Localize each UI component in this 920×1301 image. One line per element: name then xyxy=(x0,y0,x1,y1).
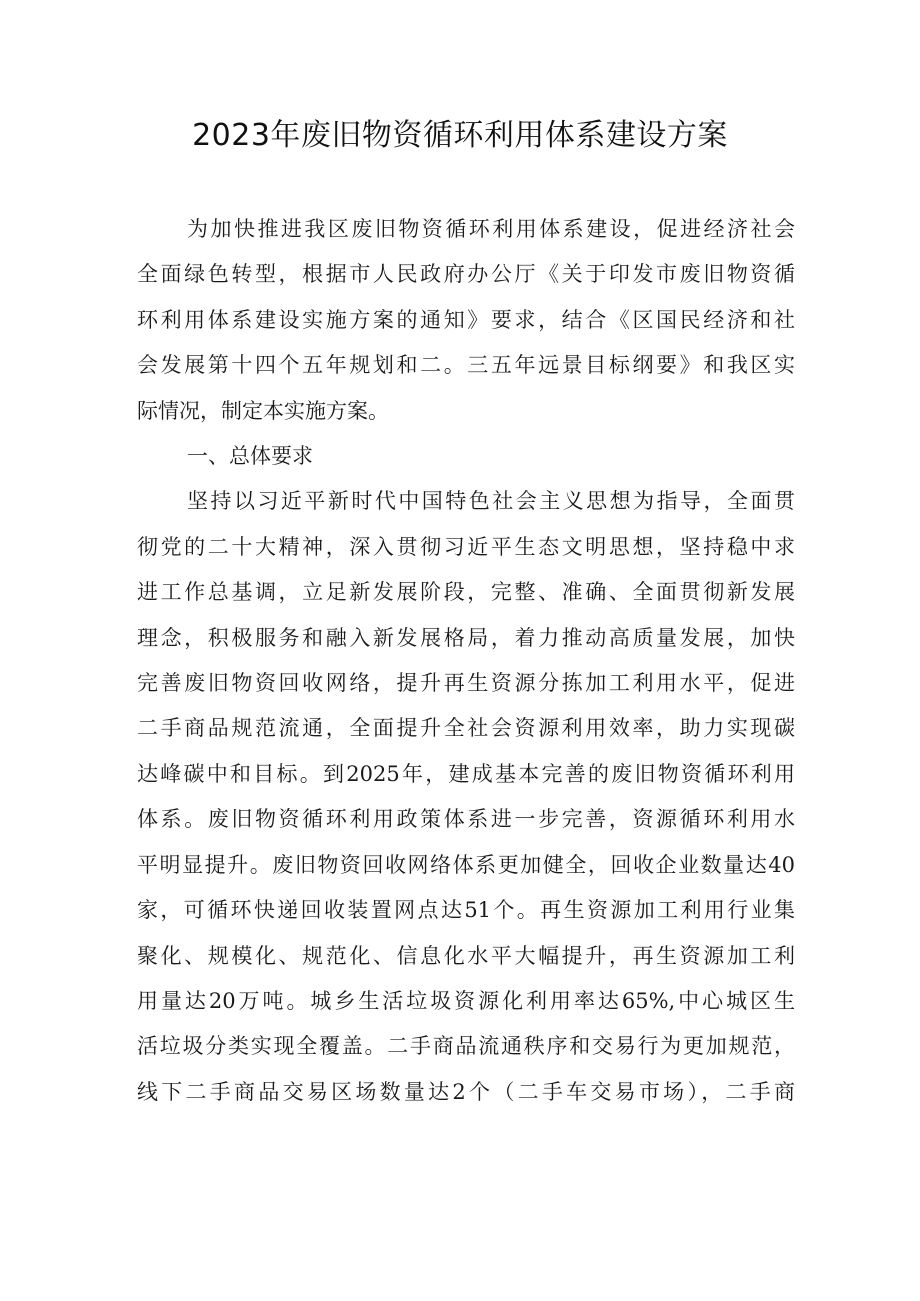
text-line: 线下二手商品交易区场数量达2个（二手车交易市场），二手商 xyxy=(137,1079,795,1104)
text-line: 理念，积极服务和融入新发展格局，着力推动高质量发展，加快 xyxy=(137,625,795,650)
paragraph-requirements xyxy=(137,479,795,1115)
text-line: 会发展第十四个五年规划和二。三五年远景目标纲要》和我区实 xyxy=(137,353,795,378)
text-line: 体系。废旧物资循环利用政策体系进一步完善，资源循环利用水 xyxy=(137,807,795,832)
text-line: 聚化、规模化、规范化、信息化水平大幅提升，再生资源加工利 xyxy=(137,943,795,968)
section-heading xyxy=(137,434,795,479)
text-line: 二手商品规范流通，全面提升全社会资源利用效率，助力实现碳 xyxy=(137,716,795,741)
text-line: 达峰碳中和目标。到2025年，建成基本完善的废旧物资循环利用 xyxy=(137,761,795,786)
paragraph-intro xyxy=(137,207,795,434)
text-line: 进工作总基调，立足新发展阶段，完整、准确、全面贯彻新发展 xyxy=(137,580,795,605)
text-line: 平明显提升。废旧物资回收网络体系更加健全，回收企业数量达40 xyxy=(137,852,795,877)
text-line: 全面绿色转型，根据市人民政府办公厅《关于印发市废旧物资循 xyxy=(137,262,795,287)
text-line: 用量达20万吨。城乡生活垃圾资源化利用率达65%,中心城区生 xyxy=(137,988,795,1013)
text-line: 活垃圾分类实现全覆盖。二手商品流通秩序和交易行为更加规范， xyxy=(137,1034,795,1059)
document-title: 2023年废旧物资循环利用体系建设方案 xyxy=(192,118,728,153)
document-body xyxy=(137,207,795,1115)
text-line: 家，可循环快递回收装置网点达51个。再生资源加工利用行业集 xyxy=(137,898,795,923)
text-line: 际情况，制定本实施方案。 xyxy=(137,398,389,423)
text-line: 环利用体系建设实施方案的通知》要求，结合《区国民经济和社 xyxy=(137,307,795,332)
text-line: 彻党的二十大精神，深入贯彻习近平生态文明思想，坚持稳中求 xyxy=(137,534,795,559)
text-line: 完善废旧物资回收网络，提升再生资源分拣加工利用水平，促进 xyxy=(137,671,795,696)
text-line: 坚持以习近平新时代中国特色社会主义思想为指导，全面贯 xyxy=(187,489,795,514)
text-line: 为加快推进我区废旧物资循环利用体系建设，促进经济社会 xyxy=(187,217,795,241)
section-heading-text: 一、总体要求 xyxy=(187,444,313,469)
